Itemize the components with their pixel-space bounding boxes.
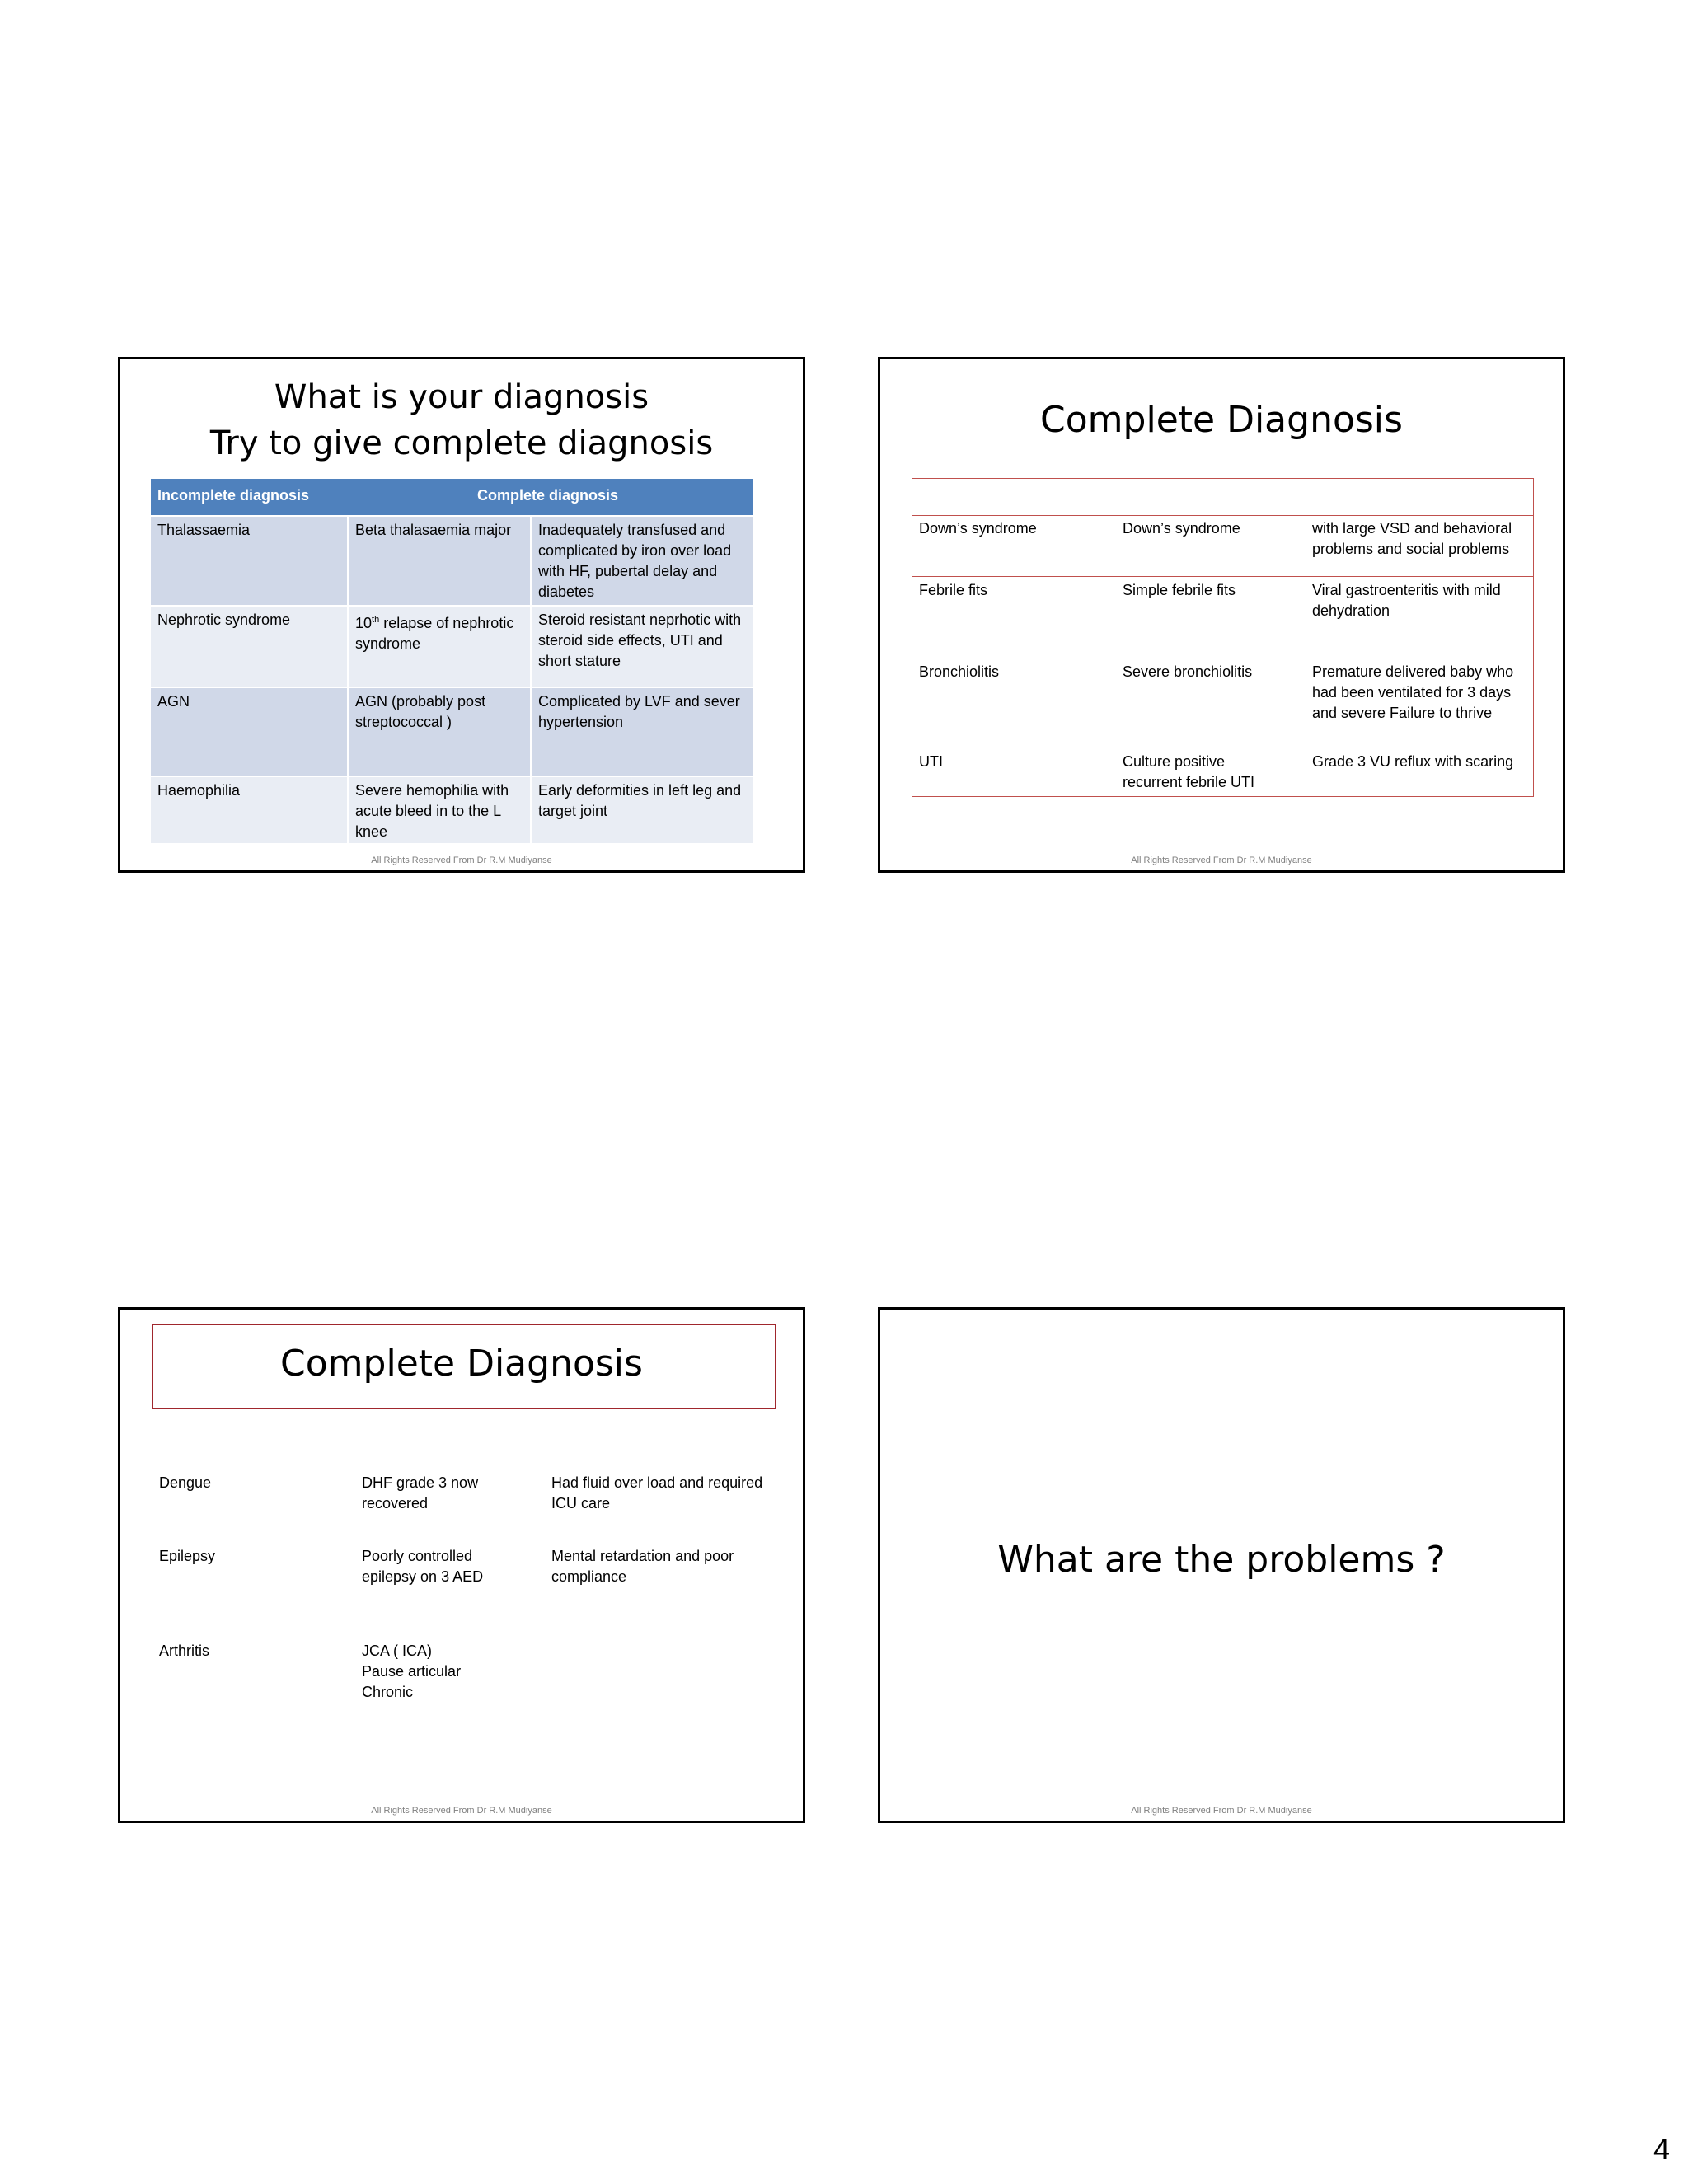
table-row xyxy=(151,517,753,605)
slide-footer: All Rights Reserved From Dr R.M Mudiyanse xyxy=(1131,1806,1312,1816)
title-line-1: What is your diagnosis xyxy=(274,378,649,416)
cell-complete xyxy=(362,1641,461,1703)
cell-complete: Culture positive recurrent febrile UTI xyxy=(1123,753,1255,790)
table-row xyxy=(151,688,753,776)
slide-problems xyxy=(878,1307,1565,1823)
cell-detail: Had fluid over load and required ICU care xyxy=(551,1474,763,1511)
title-line-2: Try to give complete diagnosis xyxy=(209,424,714,462)
slide-footer: All Rights Reserved From Dr R.M Mudiyanse xyxy=(371,1806,552,1816)
cell-detail: Grade 3 VU reflux with scaring xyxy=(1312,753,1514,770)
cell-detail: with large VSD and behavioral problems and social problems xyxy=(1312,520,1512,557)
cell-complete: Beta thalasaemia major xyxy=(349,517,530,605)
slide-footer: All Rights Reserved From Dr R.M Mudiyanse xyxy=(1131,855,1312,865)
slide-diagnosis-table xyxy=(118,357,805,873)
cell-complete: Severe bronchiolitis xyxy=(1123,663,1253,680)
header-complete: Complete diagnosis xyxy=(477,487,619,504)
cell-detail: Mental retardation and poor compliance xyxy=(551,1548,734,1585)
cell-incomplete: AGN xyxy=(151,688,347,776)
cell-complete: AGN (probably post streptococcal ) xyxy=(349,688,530,776)
cell-complete: Down’s syndrome xyxy=(1123,520,1240,537)
relapse-number: 10 xyxy=(355,615,373,631)
ordinal-suffix: th xyxy=(372,615,380,625)
relapse-text: relapse of nephrotic syndrome xyxy=(355,615,514,652)
cell-detail: Steroid resistant neprhotic with steroid side effects, UTI and short stature xyxy=(532,607,753,687)
chronic-line: Chronic xyxy=(362,1684,414,1700)
row-divider xyxy=(912,576,1533,577)
cell-condition: Febrile fits xyxy=(919,582,988,598)
slide-complete-diagnosis-2 xyxy=(118,1307,805,1823)
cell-complete: DHF grade 3 now recovered xyxy=(362,1474,479,1511)
cell-complete xyxy=(349,607,530,687)
cell-incomplete: Thalassaemia xyxy=(151,517,347,605)
header-incomplete: Incomplete diagnosis xyxy=(157,487,310,504)
cell-condition: Down’s syndrome xyxy=(919,520,1037,537)
cell-detail: Complicated by LVF and sever hypertension xyxy=(532,688,753,776)
cell-detail: Premature delivered baby who had been ventilated for 3 days and severe Failure to thrive xyxy=(1312,663,1514,721)
articular-line: Pause articular xyxy=(362,1663,462,1680)
cell-condition: Dengue xyxy=(159,1474,212,1491)
cell-incomplete: Haemophilia xyxy=(151,777,347,843)
cell-condition: Bronchiolitis xyxy=(919,663,1000,680)
slide-title: Complete Diagnosis xyxy=(280,1343,643,1385)
page-number: 4 xyxy=(1653,2132,1670,2166)
cell-detail: Inadequately transfused and complicated by iron over load with HF, pubertal delay and diabetes xyxy=(532,517,753,605)
slide-title: What are the problems ? xyxy=(997,1539,1446,1581)
cell-condition: Epilepsy xyxy=(159,1548,216,1564)
cell-incomplete: Nephrotic syndrome xyxy=(151,607,347,687)
cell-condition: UTI xyxy=(919,753,943,770)
jca-line: JCA ( ICA) xyxy=(362,1643,433,1659)
slide-title xyxy=(120,374,803,466)
cell-complete: Simple febrile fits xyxy=(1123,582,1236,598)
cell-complete: Poorly controlled epilepsy on 3 AED xyxy=(362,1548,484,1585)
row-divider xyxy=(912,515,1533,516)
slide-title: Complete Diagnosis xyxy=(1040,399,1403,441)
slide-complete-diagnosis-1 xyxy=(878,357,1565,873)
table-row xyxy=(151,607,753,687)
cell-detail: Viral gastroenteritis with mild dehydration xyxy=(1312,582,1501,619)
table-header xyxy=(151,479,753,515)
table-row xyxy=(151,777,753,843)
cell-complete: Severe hemophilia with acute bleed in to the L knee xyxy=(349,777,530,843)
slide-footer: All Rights Reserved From Dr R.M Mudiyanse xyxy=(371,855,552,865)
diagnosis-table xyxy=(912,478,1534,797)
cell-detail: Early deformities in left leg and target joint xyxy=(532,777,753,843)
cell-condition: Arthritis xyxy=(159,1643,210,1659)
